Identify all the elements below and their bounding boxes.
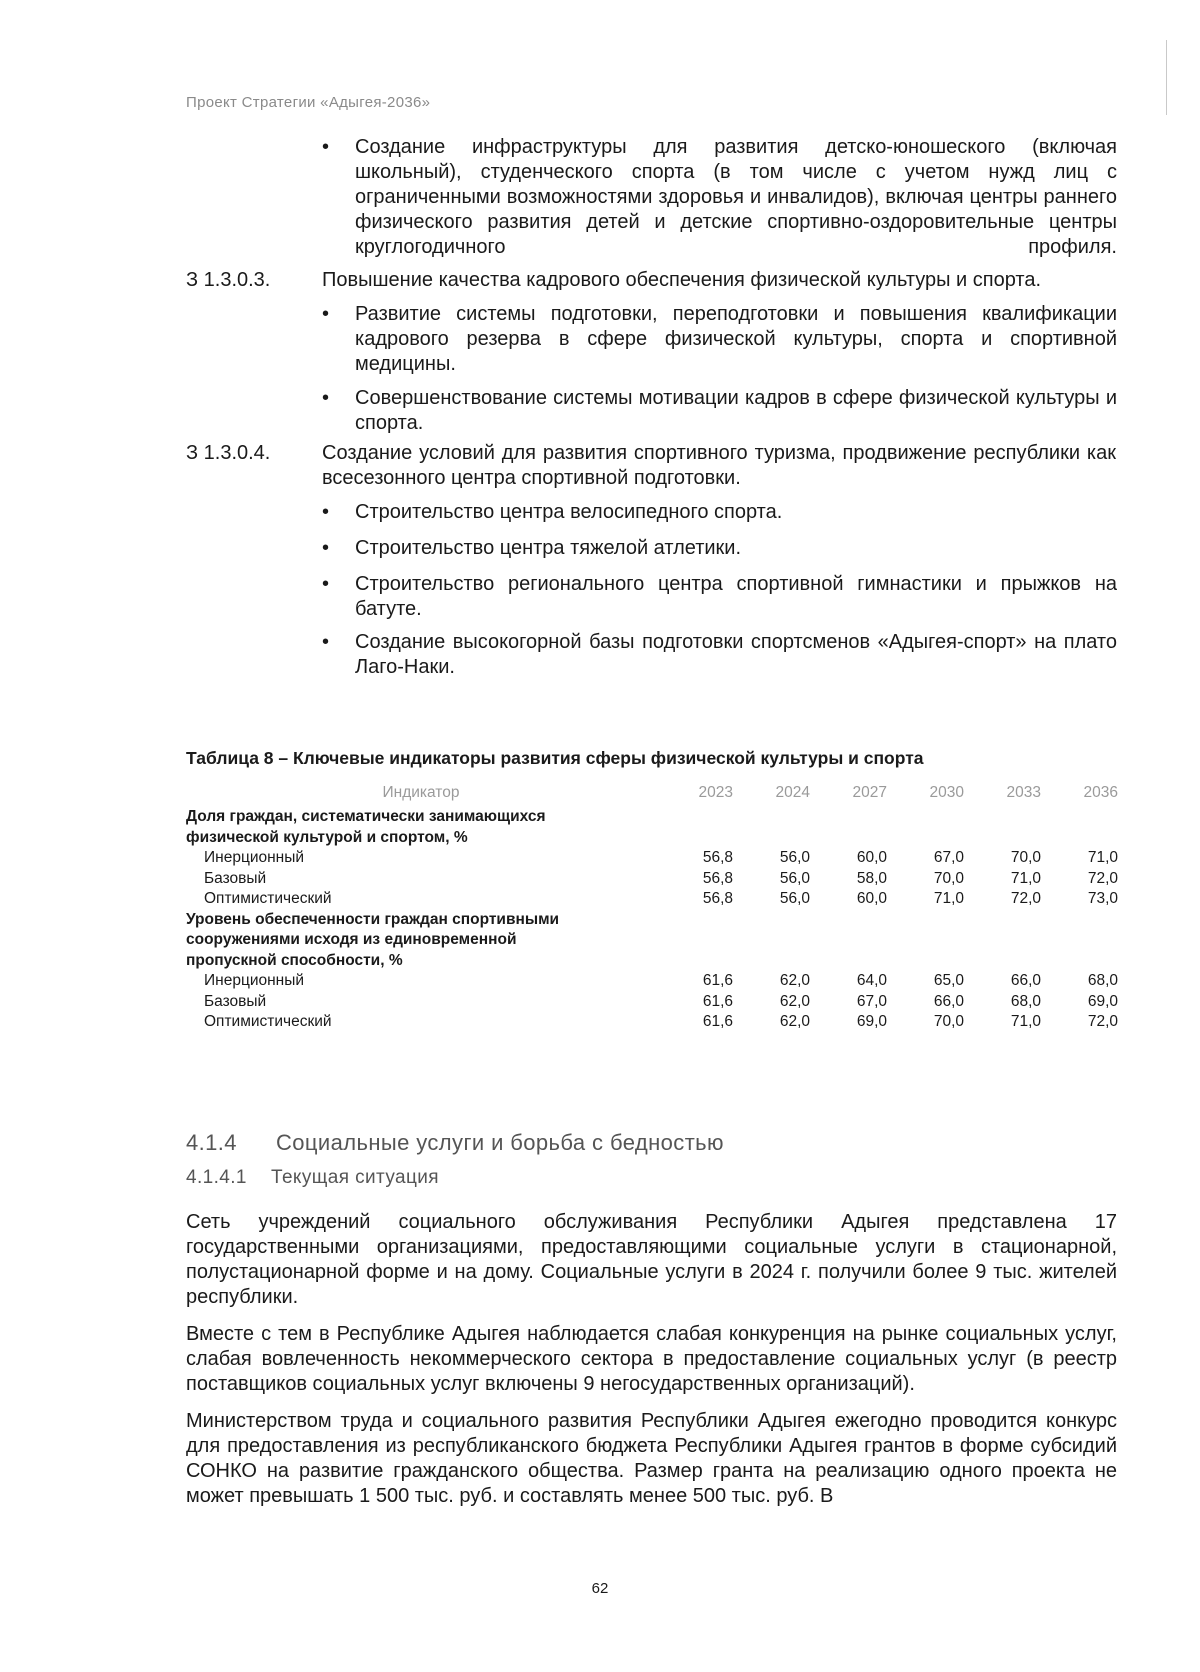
bullet-gymnastics-center: • Строительство регионального центра спортивной гимнастики и прыжков на батуте.	[355, 572, 1117, 622]
page-number: 62	[591, 1580, 609, 1597]
table-cell: 56,8	[702, 849, 733, 866]
table-cell: 67,0	[933, 849, 964, 866]
bullet-weightlifting-center: • Строительство центра тяжелой атлетики.	[355, 536, 1117, 561]
table-cell: 56,8	[702, 869, 733, 887]
section-heading-4-1-4	[186, 1130, 724, 1156]
table-cell: 70,0	[933, 1013, 964, 1030]
table-cell: 72,0	[1010, 890, 1041, 907]
column-header-year: 2030	[929, 784, 964, 801]
table-cell: 62,0	[779, 1013, 810, 1030]
table-cell: 71,0	[1010, 869, 1041, 887]
table-row	[186, 971, 1118, 992]
task-title: Создание условий для развития спортивного туризма, продвижение республики как всесезонного центра спортивной подготовки.	[322, 442, 1116, 489]
table-cell: 62,0	[779, 972, 810, 989]
table-cell: 56,8	[702, 890, 733, 907]
paragraph-social-network: Сеть учреждений социального обслуживания Республики Адыгея представлена 17 государственными организациями, предоставляющими социальные услуги в стационарной, полустационарной форме и на дому. Социальные услуги в 2024 г. получили более 9 тыс. жителей республики.	[186, 1211, 1117, 1308]
section-title: Социальные услуги и борьба с бедностью	[276, 1130, 724, 1155]
table-cell: 56,0	[779, 869, 810, 887]
group-label: сооружениями исходя из единовременной	[186, 931, 517, 948]
column-header-year: 2024	[775, 784, 810, 801]
task-title: Повышение качества кадрового обеспечения физической культуры и спорта.	[322, 269, 1042, 291]
table-cell: 69,0	[856, 1013, 887, 1030]
table-row	[186, 1012, 1118, 1033]
table-cell: 68,0	[1087, 972, 1118, 989]
table-cell: 64,0	[856, 972, 887, 989]
column-header-year: 2036	[1083, 784, 1118, 801]
table-cell: 69,0	[1087, 992, 1118, 1010]
table-row	[186, 889, 1118, 910]
running-header: Проект Стратегии «Адыгея-2036»	[186, 94, 431, 111]
table-cell: 60,0	[856, 849, 887, 866]
scan-artifact-line	[1166, 40, 1167, 115]
bullet-cycling-center: • Строительство центра велосипедного спорта.	[355, 500, 1117, 525]
bullet-motivation: • Совершенствование системы мотивации кадров в сфере физической культуры и спорта.	[355, 386, 1117, 436]
table-cell: 71,0	[933, 890, 964, 907]
scenario-name: Базовый	[204, 992, 267, 1010]
table-row	[186, 869, 1118, 890]
table-cell: 73,0	[1087, 890, 1118, 907]
task-item-3	[186, 268, 1116, 293]
table-cell: 61,6	[702, 1013, 733, 1030]
scenario-name: Базовый	[204, 869, 267, 887]
table-row	[186, 992, 1118, 1013]
scenario-name: Инерционный	[204, 972, 305, 989]
table-cell: 56,0	[779, 890, 810, 907]
table-cell: 61,6	[702, 992, 733, 1010]
paragraph-grants: Министерством труда и социального развития Республики Адыгея ежегодно проводится конкурс для предоставления из республиканского бюджета Республики Адыгея грантов в форме субсидий СОНКО на развитие гражданского общества. Размер гранта на реализацию одного проекта не может превышать 1 500 тыс. руб. и составлять менее 500 тыс. руб. В	[186, 1410, 1117, 1507]
table-cell: 56,0	[779, 849, 810, 866]
table-row	[186, 848, 1118, 869]
bullet-highland-base: • Создание высокогорной базы подготовки спортсменов «Адыгея-спорт» на плато Лаго-Наки.	[355, 630, 1117, 680]
table-cell: 66,0	[933, 992, 964, 1010]
paragraph-competition: Вместе с тем в Республике Адыгея наблюдается слабая конкуренция на рынке социальных услуг, слабая вовлеченность некоммерческого сектора в предоставление социальных услуг (в реестр поставщиков социальных услуг включены 9 негосударственных организаций).	[186, 1323, 1117, 1395]
table-cell: 67,0	[856, 992, 887, 1010]
table-cell: 65,0	[933, 972, 964, 989]
table-cell: 70,0	[933, 869, 964, 887]
column-header-indicator: Индикатор	[382, 784, 460, 801]
column-header-year: 2023	[698, 784, 733, 801]
table-cell: 71,0	[1010, 1013, 1041, 1030]
task-number: З 1.3.0.4.	[186, 442, 271, 464]
group-label: Уровень обеспеченности граждан спортивными	[186, 910, 560, 928]
table-cell: 61,6	[702, 972, 733, 989]
subsection-heading-4-1-4-1	[186, 1167, 439, 1189]
table-cell: 68,0	[1010, 992, 1041, 1010]
table-cell: 72,0	[1087, 1013, 1118, 1030]
table-cell: 60,0	[856, 890, 887, 907]
scenario-name: Инерционный	[204, 849, 305, 866]
group-label: Доля граждан, систематически занимающихся	[186, 808, 546, 825]
indicators-table	[186, 783, 1118, 1033]
task-item-4	[186, 441, 1116, 491]
scenario-name: Оптимистический	[204, 890, 332, 907]
group-label: физической культурой и спортом, %	[186, 828, 468, 846]
table-cell: 62,0	[779, 992, 810, 1010]
table-cell: 70,0	[1010, 849, 1041, 866]
section-number: 4.1.4	[186, 1130, 237, 1155]
column-header-year: 2033	[1006, 784, 1041, 801]
table-title: Таблица 8 – Ключевые индикаторы развития сферы физической культуры и спорта	[186, 748, 924, 768]
task-number: З 1.3.0.3.	[186, 269, 271, 291]
column-header-year: 2027	[852, 784, 887, 801]
subsection-number: 4.1.4.1	[186, 1167, 247, 1188]
table-cell: 66,0	[1010, 972, 1041, 989]
table-header-row	[186, 783, 1118, 807]
table-cell: 71,0	[1087, 849, 1118, 866]
bullet-training: • Развитие системы подготовки, переподготовки и повышения квалификации кадрового резерва в сфере физической культуры, спорта и спортивной медицины.	[355, 302, 1117, 377]
table-cell: 72,0	[1087, 869, 1118, 887]
bullet-infrastructure: • Создание инфраструктуры для развития детско-юношеского (включая школьный), студенческого спорта (в том числе с учетом нужд лиц с ограниченными возможностями здоровья и инвалидов), включая центры раннего физического развития детей и детские спортивно-оздоровительные центры круглогодичного профиля.	[355, 135, 1117, 260]
subsection-title: Текущая ситуация	[271, 1167, 439, 1188]
group-label: пропускной способности, %	[186, 951, 403, 969]
table-cell: 58,0	[856, 869, 887, 887]
scenario-name: Оптимистический	[204, 1013, 332, 1030]
